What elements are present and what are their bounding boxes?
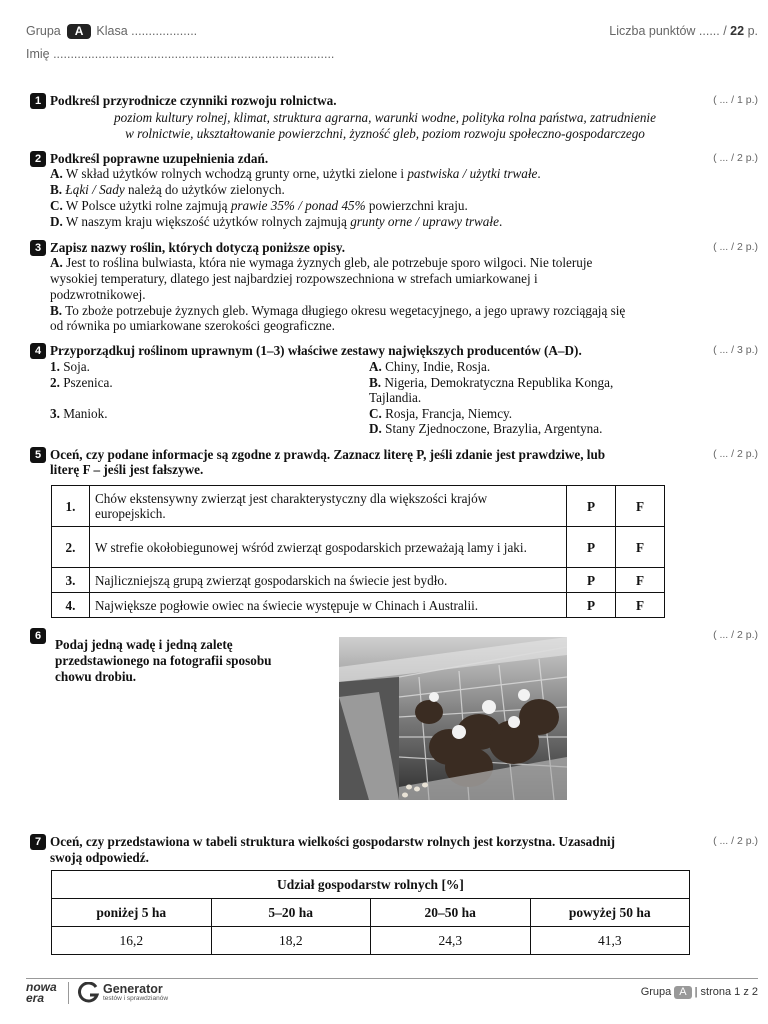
generator-title: Generator — [103, 982, 163, 996]
producer-text: Nigeria, Demokratyczna Republika Konga, — [381, 375, 614, 390]
row-number: 3. — [52, 568, 90, 593]
crop-text: Maniok. — [59, 406, 108, 421]
desc-b-line-1: To zboże potrzebuje żyznych gleb. Wymaga długiego okresu wegetacyjnego, a jego uprawy rozciągają się — [62, 303, 626, 318]
task-4-question: Przyporządkuj roślinom uprawnym (1–3) właściwe zestawy największych producentów (A–D). — [50, 343, 582, 358]
task-3-desc-a-3: podzwrotnikowej. — [50, 287, 146, 302]
producer-label: A. — [369, 359, 382, 374]
farm-value: 24,3 — [371, 927, 531, 955]
task-2-sentence-c — [50, 198, 468, 214]
group-label: Grupa — [26, 24, 61, 38]
task-2-question: Podkreśl poprawne uzupełnienia zdań. — [50, 151, 269, 166]
crop-2 — [50, 375, 113, 391]
sentence-b-options[interactable]: Łąki / Sady — [65, 182, 125, 197]
producer-text: Chiny, Indie, Rosja. — [381, 359, 491, 374]
table-row — [52, 527, 665, 568]
crop-text: Soja. — [59, 359, 90, 374]
points-total: 22 — [730, 24, 745, 38]
points-label: Liczba punktów ...... / — [609, 24, 727, 38]
label-b: B. — [50, 182, 63, 197]
row-number: 2. — [52, 527, 90, 568]
points-unit: p. — [747, 24, 758, 38]
task-5-question-line-1: Oceń, czy podane informacje są zgodne z prawdą. Zaznacz literę P, jeśli zdanie jest prawdziwe, lub — [50, 447, 606, 462]
crop-3 — [50, 406, 108, 422]
table-row — [52, 593, 665, 618]
footer-group-label: Grupa — [640, 986, 672, 998]
task-3-question: Zapisz nazwy roślin, których dotyczą poniższe opisy. — [50, 240, 346, 255]
footer-divider — [26, 978, 758, 979]
label-c: C. — [50, 198, 63, 213]
sentence-b-text: należą do użytków zielonych. — [124, 182, 285, 197]
producer-label: B. — [369, 375, 382, 390]
row-number: 4. — [52, 593, 90, 618]
task-number-2: 2 — [30, 151, 46, 167]
farm-value: 16,2 — [52, 927, 212, 955]
task-6-question-line-1: Podaj jedną wadę i jedną zaletę — [55, 637, 233, 652]
true-option[interactable]: P — [567, 527, 616, 568]
table-row — [52, 568, 665, 593]
task-7-question-line-1: Oceń, czy przedstawiona w tabeli struktura wielkości gospodarstw rolnych jest korzystna. Uzasadnij — [50, 834, 615, 849]
desc-a-line-1: Jest to roślina bulwiasta, która nie wymaga żyznych gleb, ale potrzebuje sporo wilgoci. Nie toleruje — [62, 255, 593, 270]
false-option[interactable]: F — [616, 486, 665, 527]
label-a: A. — [50, 166, 63, 181]
task-1-options[interactable] — [50, 110, 720, 141]
task-number-5: 5 — [30, 447, 46, 463]
name-field[interactable]: Imię ................................................................................. — [26, 47, 335, 61]
table-row — [52, 871, 690, 899]
producer-text: Rosja, Francja, Niemcy. — [381, 406, 513, 421]
sentence-a-text: W skład użytków rolnych wchodzą grunty orne, użytki zielone i — [62, 166, 408, 181]
task-number-3: 3 — [30, 240, 46, 256]
producer-label: C. — [369, 406, 382, 421]
logo-line-2: era — [26, 991, 45, 1005]
producers-c — [369, 406, 512, 422]
task-7-question-line-2: swoją odpowiedź. — [50, 850, 149, 865]
table-row — [52, 486, 665, 527]
producers-b-cont: Tajlandia. — [369, 390, 422, 405]
statement: Największe pogłowie owiec na świecie występuje w Chinach i Australii. — [90, 593, 567, 618]
farm-table-title: Udział gospodarstw rolnych [%] — [52, 871, 690, 899]
task-1-score: ( ... / 1 p.) — [713, 94, 758, 106]
task-number-4: 4 — [30, 343, 46, 359]
farm-value: 41,3 — [530, 927, 690, 955]
task-3-desc-a-2: wysokiej temperatury, dlatego jest najbardziej rozpowszechniona w strefach umiarkowanej i — [50, 271, 538, 286]
footer-logo-separator — [68, 982, 69, 1004]
class-label: Klasa ................... — [96, 24, 198, 38]
poultry-photo-illustration — [339, 637, 567, 800]
group-class-line — [26, 24, 197, 39]
sentence-a-options[interactable]: pastwiska / użytki trwałe — [407, 166, 538, 181]
task-1-question: Podkreśl przyrodnicze czynniki rozwoju rolnictwa. — [50, 93, 337, 108]
producers-b — [369, 375, 613, 391]
producer-text: Stany Zjednoczone, Brazylia, Argentyna. — [381, 421, 603, 436]
farm-column-header: powyżej 50 ha — [530, 899, 690, 927]
group-badge: A — [67, 24, 92, 39]
generator-subtitle: testów i sprawdzianów — [103, 995, 169, 1002]
producers-a — [369, 359, 490, 375]
task-3-desc-b-2: od równika po umiarkowane szerokości geograficzne. — [50, 318, 335, 333]
generator-g-icon — [78, 982, 100, 1004]
farm-structure-table — [51, 870, 690, 955]
task-2-sentence-a — [50, 166, 541, 182]
label-b: B. — [50, 303, 63, 318]
crop-label: 3. — [50, 406, 60, 421]
sentence-d-text: W naszym kraju większość użytków rolnych zajmują — [62, 214, 351, 229]
label-d: D. — [50, 214, 63, 229]
task-6-question-line-3: chowu drobiu. — [55, 669, 137, 684]
task-5-score: ( ... / 2 p.) — [713, 448, 758, 460]
false-option[interactable]: F — [616, 527, 665, 568]
farm-column-header: 5–20 ha — [211, 899, 371, 927]
task-number-7: 7 — [30, 834, 46, 850]
sentence-c-end: powierzchni kraju. — [365, 198, 468, 213]
farm-value: 18,2 — [211, 927, 371, 955]
crop-label: 2. — [50, 375, 60, 390]
true-option[interactable]: P — [567, 593, 616, 618]
statement: Chów ekstensywny zwierząt jest charakterystyczny dla większości krajów europejskich. — [90, 486, 567, 527]
page-info — [641, 986, 758, 999]
task-6-question-line-2: przedstawionego na fotografii sposobu — [55, 653, 272, 668]
task-4-score: ( ... / 3 p.) — [713, 344, 758, 356]
crop-1 — [50, 359, 90, 375]
true-option[interactable]: P — [567, 486, 616, 527]
producer-label: D. — [369, 421, 382, 436]
false-option[interactable]: F — [616, 593, 665, 618]
task-1-options-line-1[interactable]: poziom kultury rolnej, klimat, struktura agrarna, warunki wodne, polityka rolna państwa, zatrudnienie — [114, 110, 656, 125]
true-option[interactable]: P — [567, 568, 616, 593]
table-row — [52, 899, 690, 927]
row-number: 1. — [52, 486, 90, 527]
task-1-options-line-2[interactable]: w rolnictwie, ukształtowanie powierzchni, żyzność gleb, poziom rozwoju społeczno-gospodarczego — [125, 125, 645, 141]
farm-column-header: poniżej 5 ha — [52, 899, 212, 927]
table-row — [52, 927, 690, 955]
logo-line-1: nowa — [26, 980, 57, 994]
label-a: A. — [50, 255, 63, 270]
crop-label: 1. — [50, 359, 60, 374]
sentence-d-options[interactable]: grunty orne / uprawy trwałe — [350, 214, 499, 229]
task-3-desc-b-1 — [50, 303, 625, 319]
crop-text: Pszenica. — [59, 375, 113, 390]
sentence-c-text: W Polsce użytki rolne zajmują — [62, 198, 231, 213]
task-number-1: 1 — [30, 93, 46, 109]
task-2-sentence-b — [50, 182, 285, 198]
sentence-d-end: . — [498, 214, 503, 229]
task-2-score: ( ... / 2 p.) — [713, 152, 758, 164]
sentence-c-options[interactable]: prawie 35% / ponad 45% — [230, 198, 366, 213]
true-false-table — [51, 485, 665, 618]
task-3-score: ( ... / 2 p.) — [713, 241, 758, 253]
statement: Najliczniejszą grupą zwierząt gospodarskich na świecie jest bydło. — [90, 568, 567, 593]
farm-column-header: 20–50 ha — [371, 899, 531, 927]
points-summary — [609, 24, 758, 38]
page-number: | strona 1 z 2 — [694, 986, 758, 998]
task-3-desc-a-1 — [50, 255, 592, 271]
task-6-score: ( ... / 2 p.) — [713, 629, 758, 641]
false-option[interactable]: F — [616, 568, 665, 593]
task-number-6: 6 — [30, 628, 46, 644]
footer-group-badge: A — [674, 986, 691, 999]
task-2-sentence-d — [50, 214, 502, 230]
producers-d — [369, 421, 602, 437]
poultry-cage-photo — [339, 637, 567, 800]
sentence-a-end: . — [537, 166, 541, 181]
task-7-score: ( ... / 2 p.) — [713, 835, 758, 847]
task-5-question-line-2: literę F – jeśli jest fałszywe. — [50, 462, 204, 477]
nowa-era-logo — [26, 982, 57, 1004]
statement: W strefie okołobiegunowej wśród zwierząt gospodarskich przeważają lamy i jaki. — [90, 527, 567, 568]
